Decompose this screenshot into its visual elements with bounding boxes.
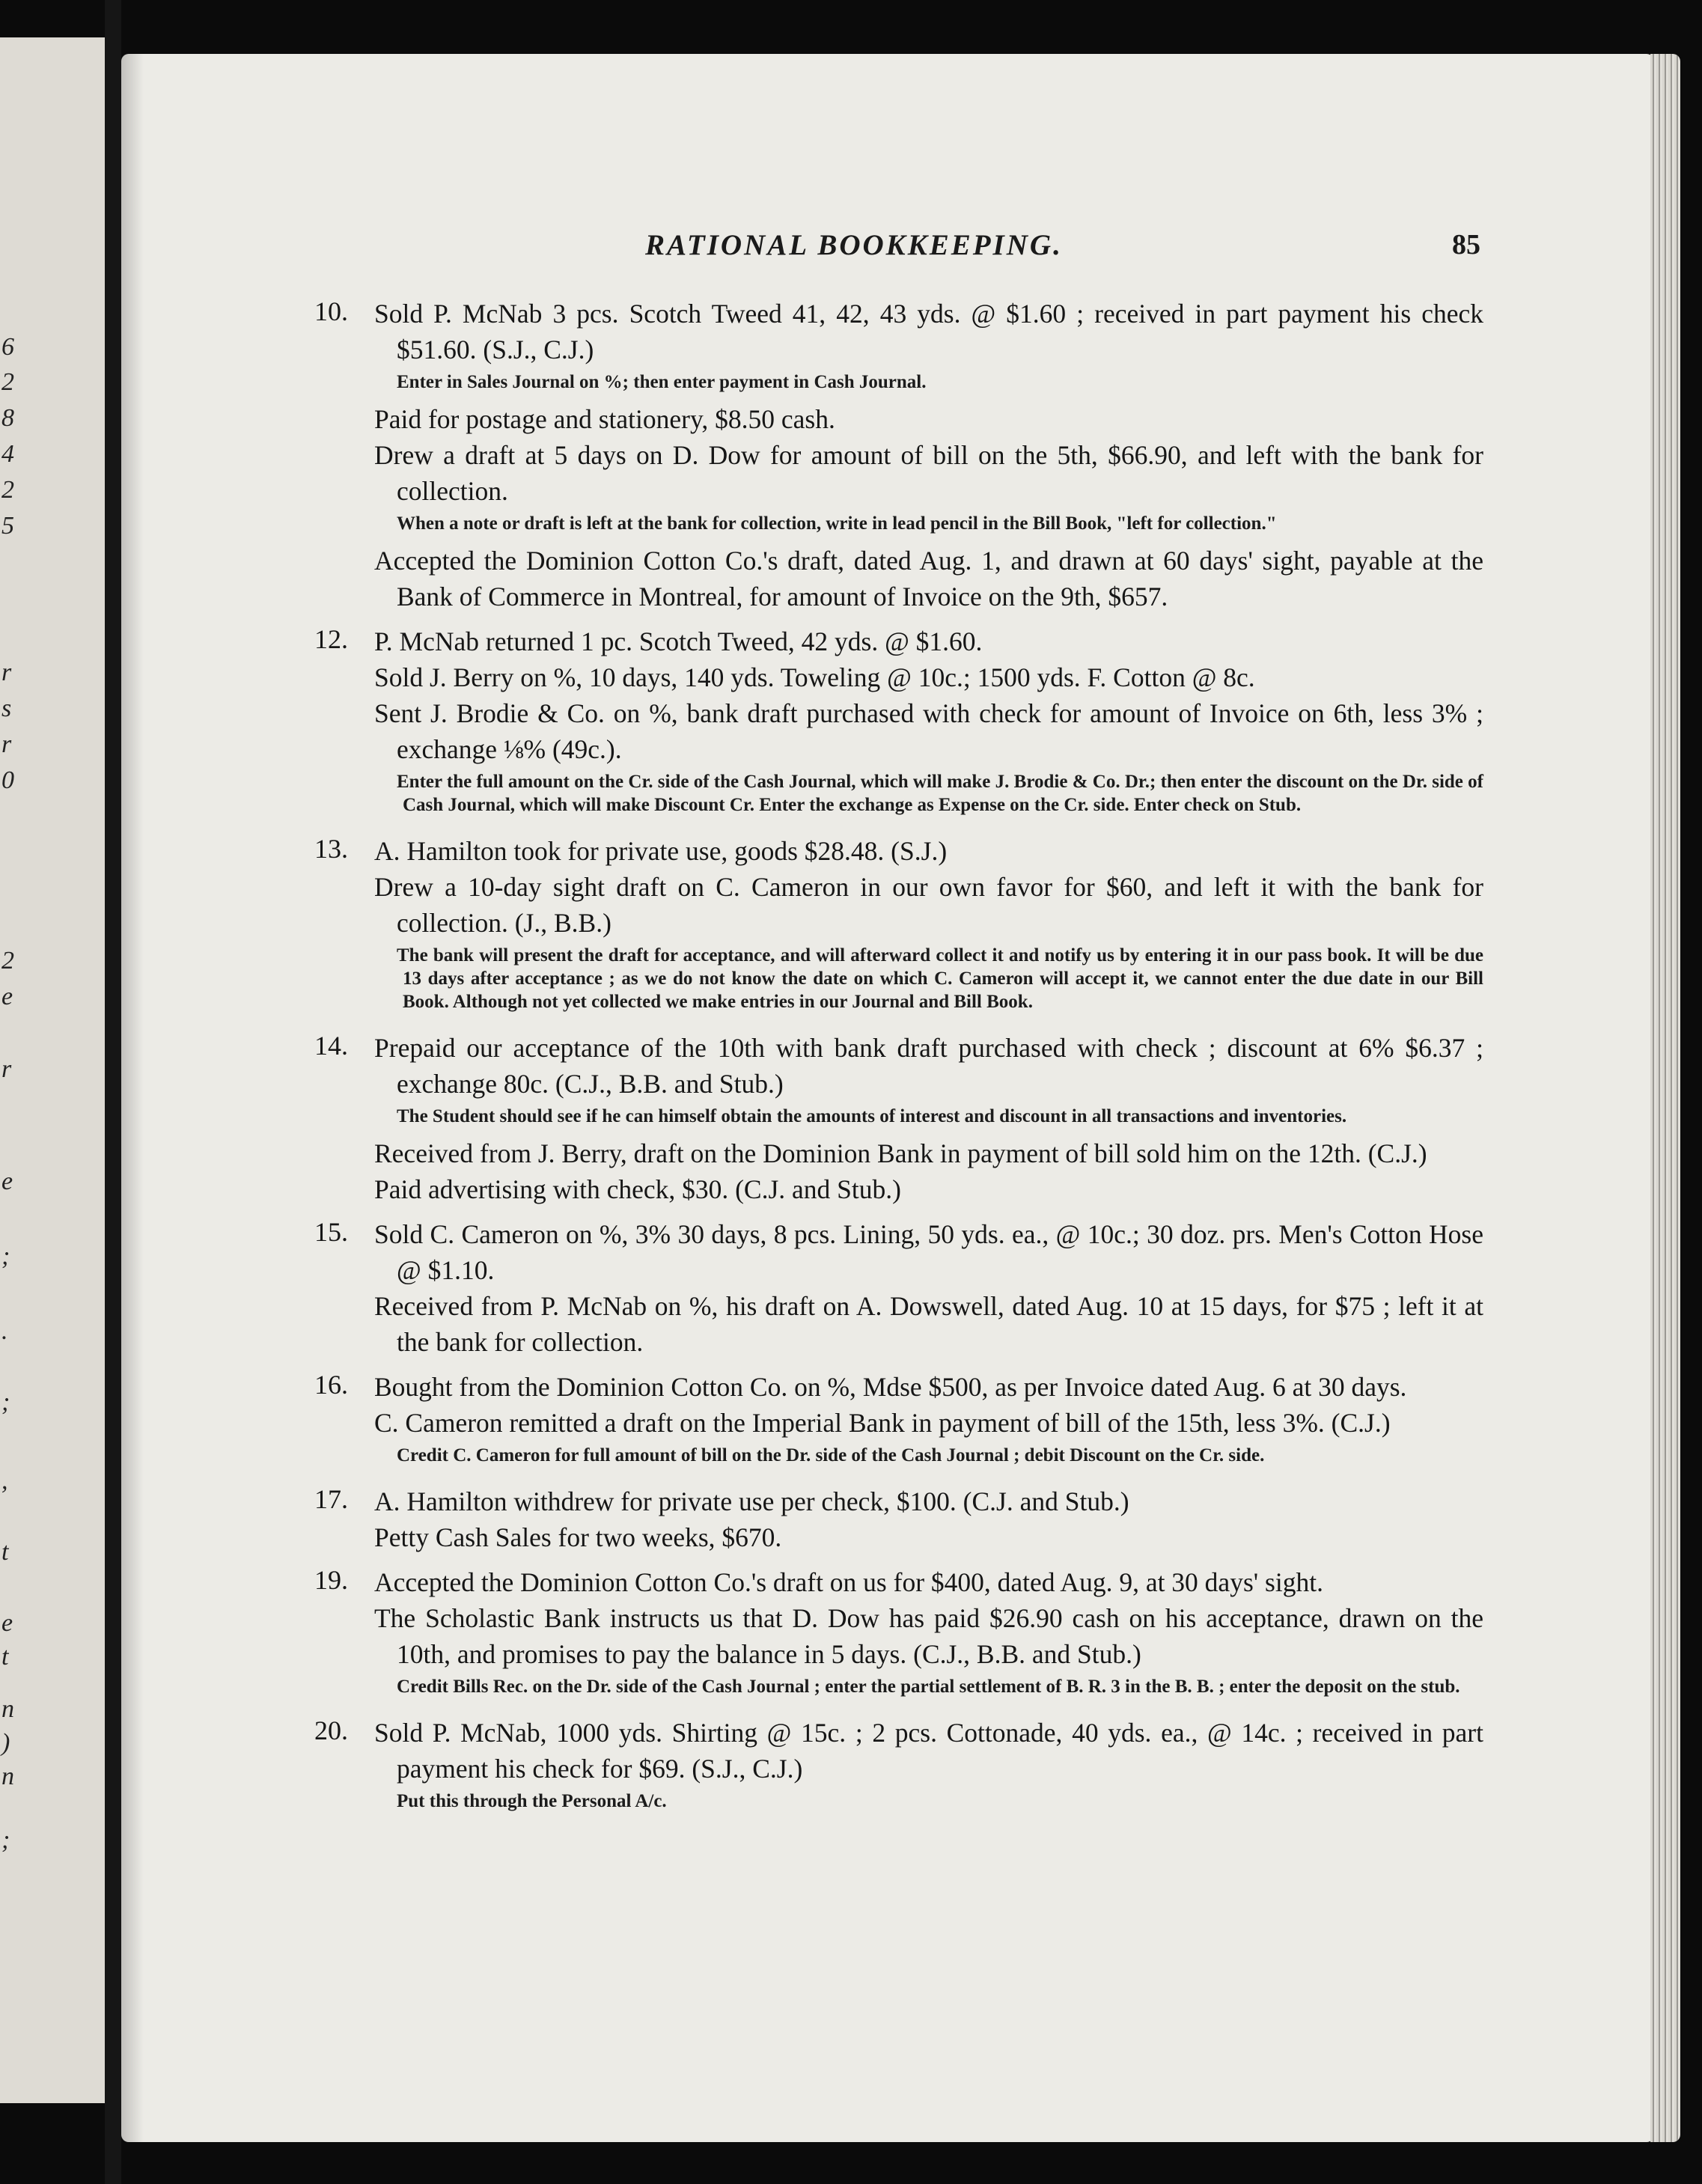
book-gutter bbox=[105, 0, 121, 2184]
transaction-text: The Scholastic Bank instructs us that D. Dow has paid $26.90 cash on his acceptance, drawn on the 10th, and promises to pay the balance in 5 days. (C.J., B.B. and Stub.) bbox=[374, 1603, 1483, 1669]
transaction-text: Sold P. McNab 3 pcs. Scotch Tweed 41, 42, 43 yds. @ $1.60 ; received in part payment his check $51.60. (S.J., C.J.) bbox=[374, 299, 1483, 364]
margin-char: 4 bbox=[1, 440, 14, 468]
margin-char: ; bbox=[1, 1388, 10, 1416]
journal-entry bbox=[314, 296, 1483, 614]
entry-date: 13. bbox=[314, 834, 348, 864]
entry-spacer bbox=[314, 1360, 1483, 1369]
entry-date: 16. bbox=[314, 1370, 348, 1400]
transaction-text: A. Hamilton took for private use, goods $28.48. (S.J.) bbox=[374, 836, 948, 866]
entry-date: 17. bbox=[314, 1484, 348, 1514]
transaction-text: Drew a 10-day sight draft on C. Cameron in our own favor for $60, and left it with the bank for collection. (J., B.B.) bbox=[374, 872, 1483, 938]
margin-char: t bbox=[1, 1538, 9, 1566]
margin-char: , bbox=[1, 1467, 8, 1495]
transaction-text: Accepted the Dominion Cotton Co.'s draft, dated Aug. 1, and drawn at 60 days' sight, payable at the Bank of Commerce in Montreal, for amount of Invoice on the 9th, $657. bbox=[374, 546, 1483, 611]
page-stack-edge bbox=[1650, 54, 1680, 2142]
entry-spacer bbox=[314, 1474, 1483, 1483]
journal-entry bbox=[314, 1369, 1483, 1467]
instruction-note: Credit Bills Rec. on the Dr. side of the Cash Journal ; enter the partial settlement of B. R. 3 in the B. B. ; enter the deposit on the stub. bbox=[397, 1677, 1460, 1697]
page-body bbox=[314, 296, 1483, 1829]
margin-char: ; bbox=[1, 1242, 10, 1270]
margin-char: 2 bbox=[1, 947, 14, 974]
margin-char: e bbox=[1, 1609, 13, 1637]
journal-entry bbox=[314, 1216, 1483, 1360]
margin-char: ) bbox=[1, 1729, 10, 1757]
entry-spacer bbox=[314, 824, 1483, 833]
entry-date: 12. bbox=[314, 624, 348, 654]
transaction-text: Paid advertising with check, $30. (C.J. and Stub.) bbox=[374, 1174, 901, 1204]
entry-spacer bbox=[314, 1706, 1483, 1715]
transaction-text: Accepted the Dominion Cotton Co.'s draft on us for $400, dated Aug. 9, at 30 days' sight. bbox=[374, 1567, 1323, 1597]
margin-char: s bbox=[1, 695, 12, 722]
transaction-text: C. Cameron remitted a draft on the Imperial Bank in payment of bill of the 15th, less 3%. (C.J.) bbox=[374, 1408, 1391, 1438]
margin-char: 2 bbox=[1, 476, 14, 504]
transaction-text: Sold C. Cameron on %, 3% 30 days, 8 pcs. Lining, 50 yds. ea., @ 10c.; 30 doz. prs. Men's Cotton Hose @ $1.10. bbox=[374, 1219, 1483, 1285]
transaction-text: Sold J. Berry on %, 10 days, 140 yds. Toweling @ 10c.; 1500 yds. F. Cotton @ 8c. bbox=[374, 662, 1255, 692]
margin-char: 5 bbox=[1, 512, 14, 540]
margin-char: . bbox=[1, 1317, 8, 1345]
instruction-note: Put this through the Personal A/c. bbox=[397, 1791, 667, 1811]
entry-date: 14. bbox=[314, 1031, 348, 1061]
entry-spacer bbox=[314, 1555, 1483, 1564]
transaction-text: Sold P. McNab, 1000 yds. Shirting @ 15c. ; 2 pcs. Cottonade, 40 yds. ea., @ 14c. ; received in part payment his check for $69. (S.J., C.J.) bbox=[374, 1718, 1483, 1784]
journal-entry bbox=[314, 623, 1483, 817]
margin-char: e bbox=[1, 1168, 13, 1195]
transaction-text: Received from J. Berry, draft on the Dominion Bank in payment of bill sold him on the 12th. (C.J.) bbox=[374, 1138, 1427, 1168]
entry-date: 20. bbox=[314, 1715, 348, 1745]
instruction-note: The bank will present the draft for acceptance, and will afterward collect it and notify us by entering it in our pass book. It will be due 13 days after acceptance ; as we do not know the date on which C. Cameron will accept it, we cannot enter the due date in our Bill Book. Although not yet collected we make entries in our Journal and Bill Book. bbox=[397, 945, 1483, 1012]
margin-char: e bbox=[1, 983, 13, 1010]
instruction-note: Enter the full amount on the Cr. side of the Cash Journal, which will make J. Brodie & Co. Dr.; then enter the discount on the Dr. side of Cash Journal, which will make Discount Cr. Enter the exchange as Expense on the Cr. side. Enter check on Stub. bbox=[397, 772, 1483, 815]
journal-entry bbox=[314, 1030, 1483, 1207]
transaction-text: Received from P. McNab on %, his draft on A. Dowswell, dated Aug. 10 at 15 days, for $75 ; left it at the bank for collection. bbox=[374, 1291, 1483, 1357]
margin-char: 2 bbox=[1, 368, 14, 396]
entry-date: 19. bbox=[314, 1565, 348, 1595]
margin-char: n bbox=[1, 1763, 14, 1790]
journal-entry bbox=[314, 833, 1483, 1013]
page-shadow bbox=[121, 54, 144, 2142]
transaction-text: Bought from the Dominion Cotton Co. on %, Mdse $500, as per Invoice dated Aug. 6 at 30 days. bbox=[374, 1372, 1407, 1402]
transaction-text: A. Hamilton withdrew for private use per check, $100. (C.J. and Stub.) bbox=[374, 1486, 1129, 1516]
entry-spacer bbox=[314, 1820, 1483, 1829]
margin-char: n bbox=[1, 1695, 14, 1723]
margin-char: 6 bbox=[1, 333, 14, 361]
transaction-text: Sent J. Brodie & Co. on %, bank draft purchased with check for amount of Invoice on 6th, less 3% ; exchange ⅛% (49c.). bbox=[374, 698, 1483, 764]
instruction-note: Credit C. Cameron for full amount of bill on the Dr. side of the Cash Journal ; debit Discount on the Cr. side. bbox=[397, 1445, 1265, 1465]
running-head: RATIONAL BOOKKEEPING. bbox=[645, 229, 1063, 261]
margin-char: r bbox=[1, 1055, 12, 1083]
entry-spacer bbox=[314, 1207, 1483, 1216]
margin-char: ; bbox=[1, 1826, 10, 1854]
transaction-text: Prepaid our acceptance of the 10th with bank draft purchased with check ; discount at 6% $6.37 ; exchange 80c. (C.J., B.B. and Stub.) bbox=[374, 1033, 1483, 1099]
entry-spacer bbox=[314, 1021, 1483, 1030]
instruction-note: The Student should see if he can himself obtain the amounts of interest and discount in all transactions and inventories. bbox=[397, 1106, 1347, 1126]
margin-char: 0 bbox=[1, 766, 14, 794]
transaction-text: Paid for postage and stationery, $8.50 cash. bbox=[374, 404, 835, 434]
margin-char: r bbox=[1, 659, 12, 686]
instruction-note: Enter in Sales Journal on %; then enter payment in Cash Journal. bbox=[397, 372, 927, 392]
journal-entry bbox=[314, 1483, 1483, 1555]
entry-spacer bbox=[314, 614, 1483, 623]
transaction-text: Petty Cash Sales for two weeks, $670. bbox=[374, 1522, 782, 1552]
margin-char: 8 bbox=[1, 404, 14, 432]
journal-entry bbox=[314, 1715, 1483, 1813]
margin-char: r bbox=[1, 730, 12, 758]
instruction-note: When a note or draft is left at the bank for collection, write in lead pencil in the Bill Book, "left for collection." bbox=[397, 513, 1277, 534]
page-number: 85 bbox=[1452, 229, 1480, 260]
entry-date: 15. bbox=[314, 1217, 348, 1247]
entry-date: 10. bbox=[314, 296, 348, 326]
journal-entry bbox=[314, 1564, 1483, 1698]
transaction-text: P. McNab returned 1 pc. Scotch Tweed, 42 yds. @ $1.60. bbox=[374, 626, 983, 656]
transaction-text: Drew a draft at 5 days on D. Dow for amount of bill on the 5th, $66.90, and left with the bank for collection. bbox=[374, 440, 1483, 506]
facing-page-edge bbox=[0, 37, 105, 2103]
margin-char: t bbox=[1, 1643, 9, 1671]
